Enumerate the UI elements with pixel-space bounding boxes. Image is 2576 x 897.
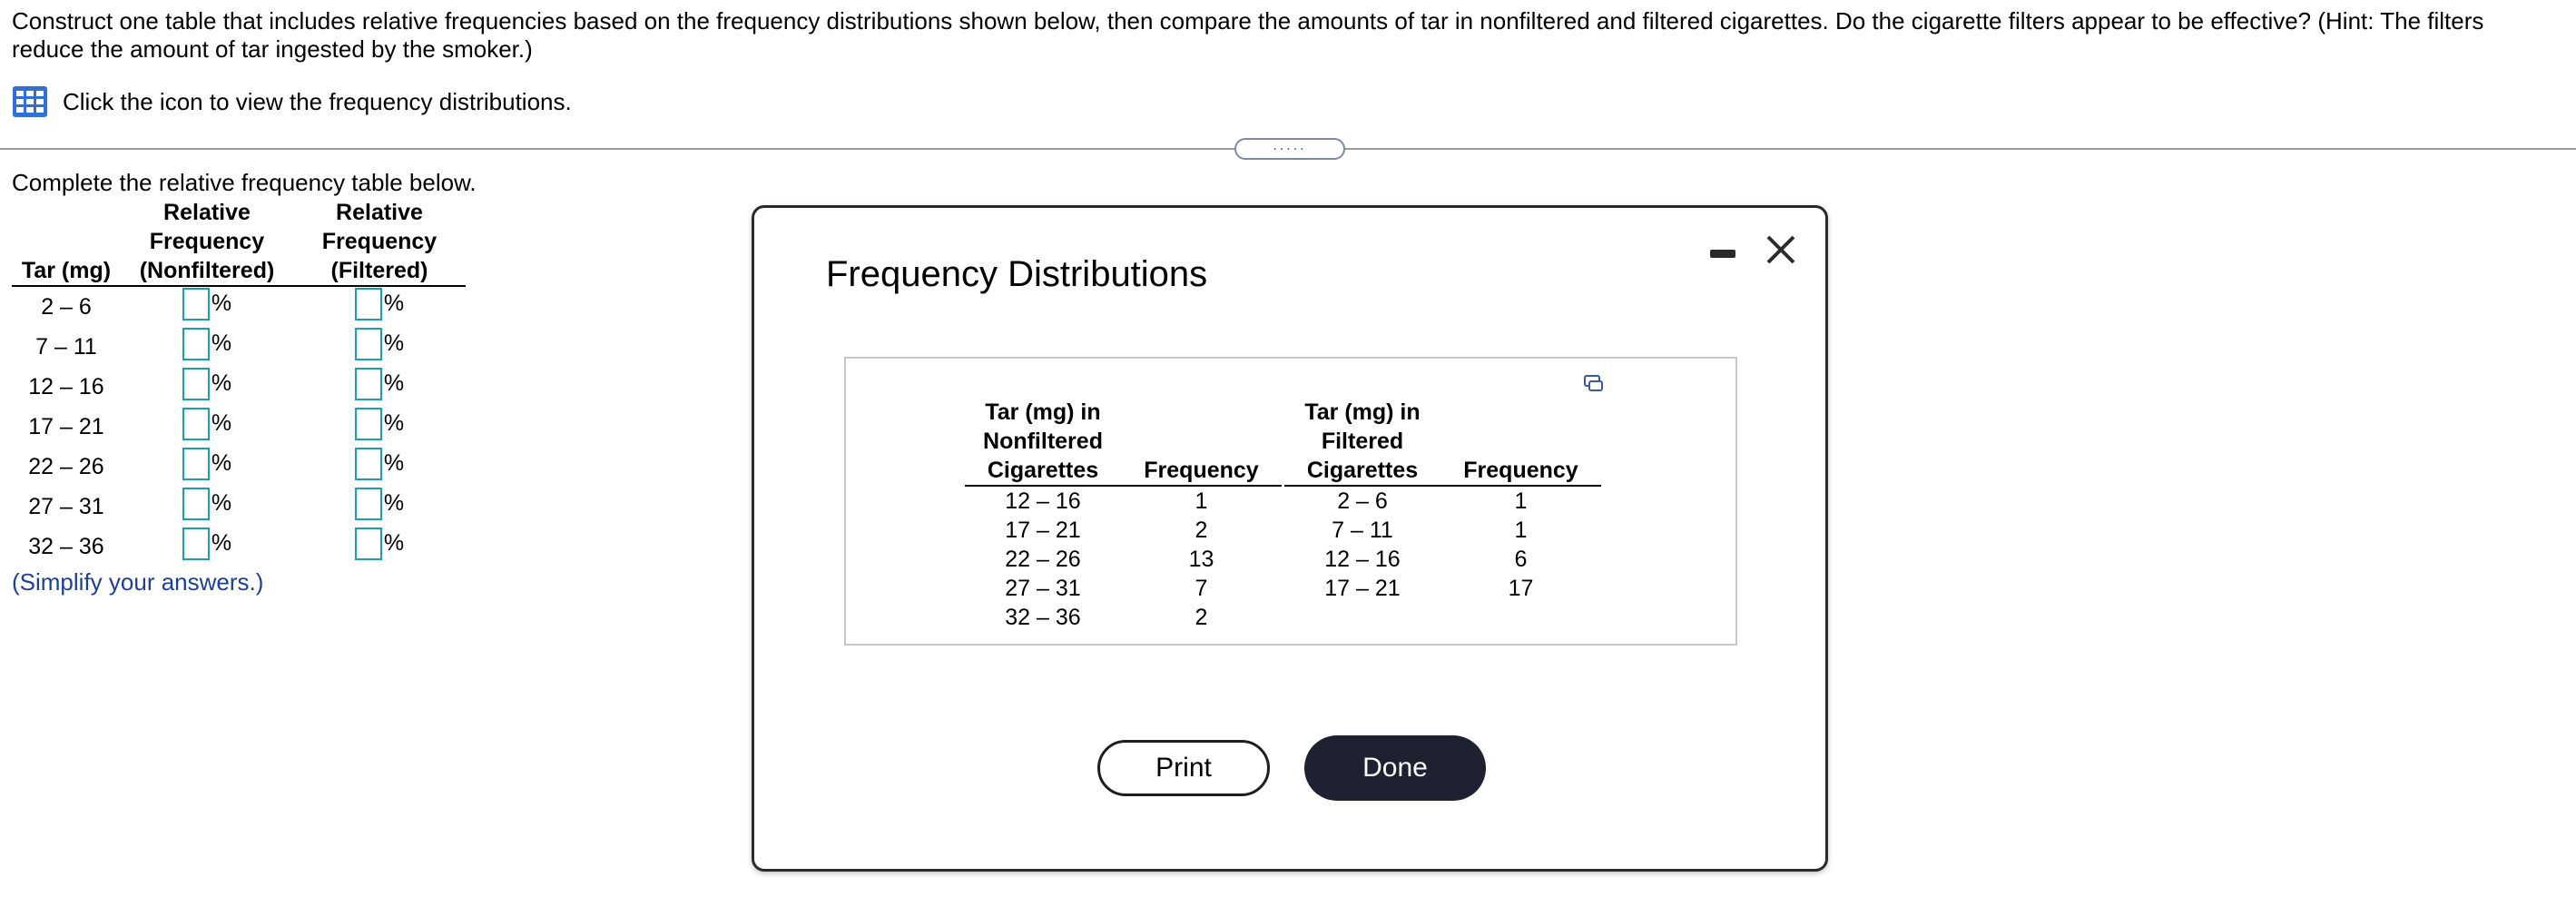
percent-sign: %: [383, 370, 405, 396]
table-row: [965, 574, 1282, 603]
frequency-cell: 13: [1188, 547, 1214, 572]
nonfiltered-answer-group: [182, 527, 231, 560]
nonfiltered-answer-group: [182, 288, 231, 320]
filtered-answer-input[interactable]: [355, 408, 382, 440]
percent-sign: %: [383, 410, 405, 436]
frequency-cell: 1: [1514, 518, 1528, 543]
tar-range-cell: 17 – 21: [28, 413, 104, 439]
nonfiltered-header: Relative Frequency (Nonfiltered): [139, 200, 275, 283]
tar-range-cell: 7 – 11: [1332, 518, 1393, 543]
table-row: [12, 286, 466, 327]
table-icon[interactable]: [12, 85, 48, 118]
table-row: [12, 487, 466, 527]
filtered-answer-group: [355, 288, 404, 320]
filtered-cell: [293, 527, 466, 567]
nonfiltered-answer-group: [182, 488, 231, 520]
nonfiltered-cell: [121, 487, 293, 527]
filtered-answer-group: [355, 448, 404, 480]
nonfiltered-answer-input[interactable]: [182, 408, 210, 440]
frequency-cell: 2: [1195, 605, 1208, 630]
frequency-cell: 1: [1514, 488, 1528, 514]
done-button[interactable]: Done: [1304, 735, 1486, 801]
nonfiltered-frequency-header: Frequency: [1144, 458, 1259, 483]
filtered-tar-header: Tar (mg) in Filtered Cigarettes: [1304, 399, 1421, 483]
tar-range-cell: 22 – 26: [28, 453, 104, 479]
nonfiltered-cell: [121, 447, 293, 487]
percent-sign: %: [383, 530, 405, 556]
table-instruction: Complete the relative frequency table below.: [12, 169, 477, 196]
nonfiltered-tar-header: Tar (mg) in Nonfiltered Cigarettes: [983, 399, 1103, 483]
tar-range-cell: 2 – 6: [41, 293, 92, 320]
filtered-cell: [293, 407, 466, 447]
table-row: [965, 486, 1282, 516]
nonfiltered-answer-input[interactable]: [182, 368, 210, 400]
tar-range-cell: 32 – 36: [1005, 605, 1081, 630]
table-row: [12, 407, 466, 447]
percent-sign: %: [211, 330, 232, 356]
filtered-answer-input[interactable]: [355, 288, 382, 320]
nonfiltered-cell: [121, 327, 293, 367]
percent-sign: %: [211, 450, 232, 476]
filtered-answer-group: [355, 488, 404, 520]
percent-sign: %: [211, 291, 232, 316]
filtered-cell: [293, 286, 466, 327]
filtered-distribution-table: [1284, 398, 1601, 603]
nonfiltered-answer-group: [182, 328, 231, 360]
frequency-cell: 6: [1514, 547, 1528, 572]
table-row: [1284, 574, 1601, 603]
percent-sign: %: [211, 370, 232, 396]
filtered-cell: [293, 487, 466, 527]
percent-sign: %: [211, 410, 232, 436]
percent-sign: %: [383, 330, 405, 356]
nonfiltered-answer-input[interactable]: [182, 448, 210, 480]
filtered-cell: [293, 447, 466, 487]
dialog-title: Frequency Distributions: [826, 254, 1208, 294]
frequency-cell: 2: [1195, 518, 1208, 543]
filtered-answer-group: [355, 408, 404, 440]
table-row: [1284, 516, 1601, 545]
filtered-frequency-header: Frequency: [1463, 458, 1578, 483]
filtered-answer-input[interactable]: [355, 328, 382, 360]
nonfiltered-answer-input[interactable]: [182, 328, 210, 360]
percent-sign: %: [383, 291, 405, 316]
copy-icon[interactable]: [1584, 374, 1604, 392]
table-row: [12, 447, 466, 487]
nonfiltered-answer-input[interactable]: [182, 527, 210, 560]
view-distributions-row: [12, 85, 572, 118]
frequency-cell: 17: [1508, 576, 1534, 601]
filtered-answer-input[interactable]: [355, 527, 382, 560]
minimize-icon[interactable]: [1710, 250, 1735, 258]
nonfiltered-answer-input[interactable]: [182, 288, 210, 320]
tar-range-cell: 12 – 16: [1324, 547, 1401, 572]
filtered-answer-group: [355, 527, 404, 560]
percent-sign: %: [383, 490, 405, 516]
percent-sign: %: [383, 450, 405, 476]
view-distributions-label: Click the icon to view the frequency distributions.: [63, 87, 572, 115]
frequency-cell: 1: [1195, 488, 1208, 514]
nonfiltered-distribution-table: [965, 398, 1282, 632]
tar-range-cell: 17 – 21: [1005, 518, 1081, 543]
nonfiltered-cell: [121, 367, 293, 407]
tar-range-cell: 2 – 6: [1337, 488, 1388, 514]
filtered-header: Relative Frequency (Filtered): [321, 200, 438, 283]
tar-range-cell: 22 – 26: [1005, 547, 1081, 572]
table-row: [12, 367, 466, 407]
tar-header: Tar (mg): [21, 258, 112, 283]
frequency-cell: 7: [1195, 576, 1208, 601]
nonfiltered-cell: [121, 407, 293, 447]
tar-range-cell: 12 – 16: [28, 373, 104, 399]
simplify-note: (Simplify your answers.): [12, 568, 264, 596]
nonfiltered-cell: [121, 527, 293, 567]
filtered-answer-input[interactable]: [355, 368, 382, 400]
nonfiltered-answer-group: [182, 408, 231, 440]
table-row: [965, 603, 1282, 632]
tar-range-cell: 7 – 11: [35, 333, 97, 360]
table-row: [1284, 545, 1601, 574]
table-row: [965, 545, 1282, 574]
table-row: [1284, 486, 1601, 516]
filtered-cell: [293, 327, 466, 367]
resize-handle[interactable]: .....: [1234, 138, 1345, 160]
table-row: [12, 527, 466, 567]
filtered-cell: [293, 367, 466, 407]
tar-range-cell: 27 – 31: [28, 493, 104, 519]
relative-frequency-table: [12, 198, 466, 567]
table-row: [12, 327, 466, 367]
print-button[interactable]: Print: [1097, 740, 1270, 796]
tar-range-cell: 32 – 36: [28, 533, 104, 559]
nonfiltered-answer-group: [182, 448, 231, 480]
tar-range-cell: 17 – 21: [1324, 576, 1401, 601]
filtered-answer-input[interactable]: [355, 488, 382, 520]
filtered-answer-group: [355, 328, 404, 360]
nonfiltered-answer-input[interactable]: [182, 488, 210, 520]
question-text: Construct one table that includes relative frequencies based on the frequency distributions shown below, then compare the amounts of tar in nonfiltered and filtered cigarettes. Do the cigarette filters appear to be effective? (Hint: The filters reduce the amount of tar ingested by the smoker.): [12, 7, 2484, 63]
table-row: [965, 516, 1282, 545]
nonfiltered-answer-group: [182, 368, 231, 400]
tar-range-cell: 12 – 16: [1005, 488, 1081, 514]
tar-range-cell: 27 – 31: [1005, 576, 1081, 601]
close-icon[interactable]: [1763, 232, 1799, 268]
percent-sign: %: [211, 490, 232, 516]
nonfiltered-cell: [121, 286, 293, 327]
filtered-answer-input[interactable]: [355, 448, 382, 480]
percent-sign: %: [211, 530, 232, 556]
filtered-answer-group: [355, 368, 404, 400]
